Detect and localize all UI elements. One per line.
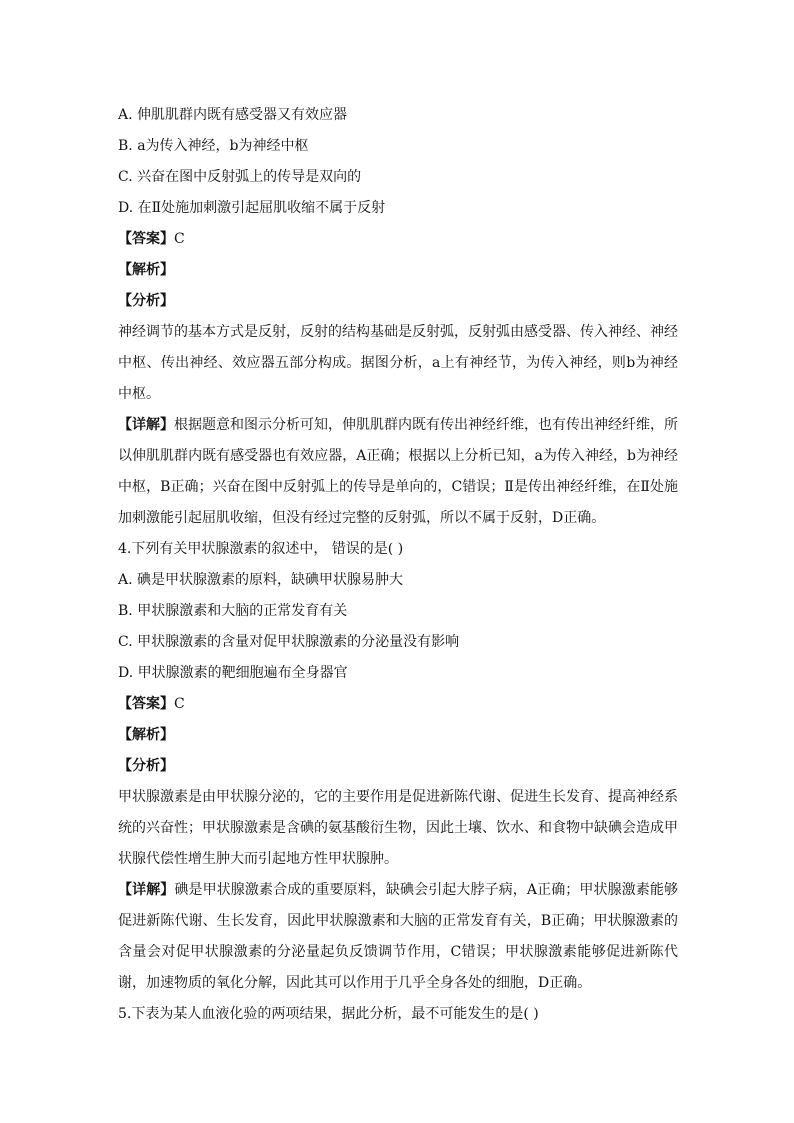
q4-option-b: B. 甲状腺激素和大脑的正常发育有关 [118,603,348,619]
answer-label: 【答案】 [118,231,174,247]
q5-stem: 5.下表为某人血液化验的两项结果，据此分析，最不可能发生的是( ) [118,1006,539,1022]
detail-text: 根据题意和图示分析可知，伸肌肌群内既有传出神经纤维，也有传出神经纤维，所以伸肌肌群内既有感受器也有效应器，A正确；根据以上分析已知，a为传入神经，b为神经中枢，B正确；兴奋在图中反射弧上的传导是单向的，C错误；Ⅱ是传出神经纤维，在Ⅱ处施加刺激能引起屈肌收缩，但没有经过完整的反射弧，所以不属于反射，D正确。 [118,417,678,526]
q3-jiexi-label: 【解析】 [118,262,174,278]
detail-label: 【详解】 [118,882,175,898]
q3-fenxi-text: 神经调节的基本方式是反射，反射的结构基础是反射弧，反射弧由感受器、传入神经、神经中枢、传出神经、效应器五部分构成。据图分析，a上有神经节，为传入神经，则b为神经中枢。 [118,324,678,402]
q4-option-c: C. 甲状腺激素的含量对促甲状腺激素的分泌量没有影响 [118,634,460,650]
q4-option-a: A. 碘是甲状腺激素的原料，缺碘甲状腺易肿大 [118,572,404,588]
q4-stem: 4.下列有关甲状腺激素的叙述中， 错误的是( ) [118,541,404,557]
q4-fenxi-label: 【分析】 [118,758,174,774]
q4-jiexi-label: 【解析】 [118,727,174,743]
answer-label: 【答案】 [118,696,174,712]
q3-option-c: C. 兴奋在图中反射弧上的传导是双向的 [118,169,362,185]
q3-answer [118,224,678,255]
q3-option-b: B. a为传入神经，b为神经中枢 [118,138,309,154]
q4-fenxi-text: 甲状腺激素是由甲状腺分泌的，它的主要作用是促进新陈代谢、促进生长发育、提高神经系统的兴奋性；甲状腺激素是含碘的氨基酸衍生物，因此土壤、饮水、和食物中缺碘会造成甲状腺代偿性增生肿大而引起地方性甲状腺肿。 [118,789,678,867]
detail-text: 碘是甲状腺激素合成的重要原料，缺碘会引起大脖子病，A正确；甲状腺激素能够促进新陈代谢、生长发育，因此甲状腺激素和大脑的正常发育有关，B正确；甲状腺激素的含量会对促甲状腺激素的分泌量起负反馈调节作用，C错误；甲状腺激素能够促进新陈代谢，加速物质的氧化分解，因此其可以作用于几乎全身各处的细胞，D正确。 [118,882,679,991]
answer-value: C [174,696,185,712]
q4-answer [118,689,678,720]
detail-label: 【详解】 [118,417,174,433]
q3-option-d: D. 在Ⅱ处施加刺激引起屈肌收缩不属于反射 [118,200,386,216]
answer-value: C [174,231,185,247]
q3-option-a: A. 伸肌肌群内既有感受器又有效应器 [118,107,348,123]
document-page [118,100,678,1030]
q4-detail [118,875,678,999]
q3-fenxi-label: 【分析】 [118,293,174,309]
q3-detail [118,410,678,534]
q4-option-d: D. 甲状腺激素的靶细胞遍布全身器官 [118,665,348,681]
